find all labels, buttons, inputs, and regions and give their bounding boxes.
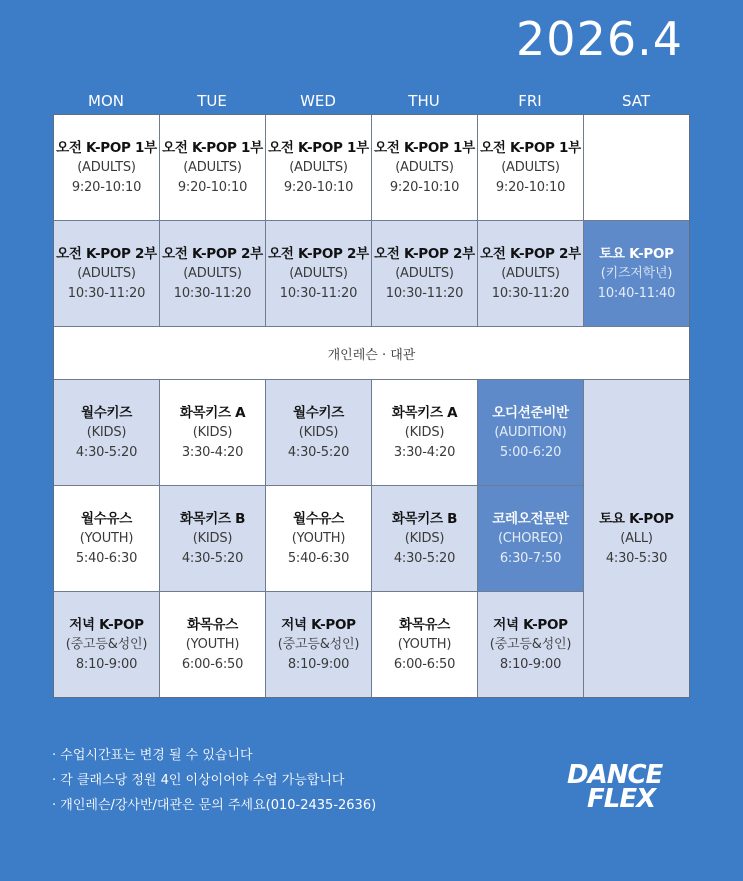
private-lesson-banner: 개인레슨 · 대관: [54, 327, 689, 380]
class-time: 4:30-5:20: [393, 550, 456, 566]
class-title: 월수유스: [81, 510, 132, 527]
class-time: 3:30-4:20: [393, 444, 456, 460]
class-cell: [478, 592, 584, 697]
class-cell: [160, 221, 266, 327]
class-time: 4:30-5:30: [605, 550, 668, 566]
class-time: 10:30-11:20: [385, 285, 464, 301]
class-time: 5:40-6:30: [75, 550, 138, 566]
class-title: 오전 K-POP 1부: [56, 139, 157, 156]
class-audience: (중고등&성인): [489, 636, 572, 652]
class-title: 오전 K-POP 1부: [480, 139, 581, 156]
notice-item: · 각 클래스당 정원 4인 이상이어야 수업 가능합니다: [52, 768, 376, 793]
class-cell: [266, 380, 372, 486]
class-audience: (중고등&성인): [277, 636, 360, 652]
class-time: 10:30-11:20: [67, 285, 146, 301]
class-time: 9:20-10:10: [389, 179, 460, 195]
class-cell: [160, 380, 266, 486]
dance-flex-logo: [567, 760, 689, 814]
class-cell: [54, 115, 160, 221]
class-title: 저녁 K-POP: [493, 616, 568, 633]
class-audience: (YOUTH): [291, 530, 346, 546]
class-title: 월수키즈: [81, 404, 132, 421]
class-time: 8:10-9:00: [287, 656, 350, 672]
class-audience: (키즈저학년): [600, 265, 673, 281]
class-cell: [160, 592, 266, 697]
class-audience: (ADULTS): [501, 159, 560, 175]
class-audience: (ADULTS): [77, 265, 136, 281]
class-time: 6:30-7:50: [499, 550, 562, 566]
class-audience: (ADULTS): [501, 265, 560, 281]
class-cell: [266, 592, 372, 697]
class-title: 오전 K-POP 1부: [162, 139, 263, 156]
class-time: 5:00-6:20: [499, 444, 562, 460]
class-title: 토요 K-POP: [599, 245, 674, 262]
notice-item: · 수업시간표는 변경 될 수 있습니다: [52, 743, 376, 768]
class-audience: (KIDS): [192, 530, 233, 546]
class-cell: [478, 115, 584, 221]
class-time: 8:10-9:00: [75, 656, 138, 672]
empty-cell: [584, 115, 689, 221]
class-title: 오전 K-POP 2부: [268, 245, 369, 262]
class-title: 화목키즈 B: [179, 510, 246, 527]
class-time: 9:20-10:10: [177, 179, 248, 195]
class-audience: (중고등&성인): [65, 636, 148, 652]
notice-list: [52, 743, 376, 818]
class-audience: (YOUTH): [79, 530, 134, 546]
class-time: 6:00-6:50: [393, 656, 456, 672]
class-audience: (KIDS): [404, 424, 445, 440]
weekday-header: [53, 92, 690, 114]
class-audience: (KIDS): [86, 424, 127, 440]
class-title: 코레오전문반: [492, 510, 569, 527]
day-thu: THU: [408, 92, 440, 110]
class-time: 10:40-11:40: [597, 285, 676, 301]
class-audience: (KIDS): [192, 424, 233, 440]
day-wed: WED: [300, 92, 336, 110]
class-time: 10:30-11:20: [173, 285, 252, 301]
class-time: 5:40-6:30: [287, 550, 350, 566]
class-time: 9:20-10:10: [283, 179, 354, 195]
class-cell: [478, 380, 584, 486]
class-cell: [160, 486, 266, 592]
class-audience: (ADULTS): [183, 265, 242, 281]
class-audience: (ALL): [620, 530, 653, 546]
class-audience: (KIDS): [404, 530, 445, 546]
notice-item: · 개인레슨/강사반/대관은 문의 주세요(010-2435-2636): [52, 793, 376, 818]
class-time: 10:30-11:20: [491, 285, 570, 301]
day-fri: FRI: [518, 92, 542, 110]
class-cell: [372, 115, 478, 221]
class-audience: (ADULTS): [395, 265, 454, 281]
class-cell: [160, 115, 266, 221]
class-audience: (ADULTS): [395, 159, 454, 175]
class-title: 월수유스: [293, 510, 344, 527]
class-cell: [54, 592, 160, 697]
class-title: 오전 K-POP 2부: [162, 245, 263, 262]
class-time: 10:30-11:20: [279, 285, 358, 301]
class-cell: [372, 221, 478, 327]
class-time: 9:20-10:10: [71, 179, 142, 195]
class-audience: (ADULTS): [289, 265, 348, 281]
class-cell: [266, 221, 372, 327]
class-title: 오전 K-POP 1부: [268, 139, 369, 156]
class-cell: [266, 115, 372, 221]
class-time: 4:30-5:20: [75, 444, 138, 460]
class-title: 화목유스: [399, 616, 450, 633]
class-audience: (CHOREO): [497, 530, 564, 546]
class-cell: [54, 486, 160, 592]
class-title: 월수키즈: [293, 404, 344, 421]
class-audience: (ADULTS): [289, 159, 348, 175]
day-mon: MON: [88, 92, 124, 110]
class-time: 6:00-6:50: [181, 656, 244, 672]
class-title: 화목키즈 B: [391, 510, 458, 527]
class-time: 4:30-5:20: [181, 550, 244, 566]
schedule-grid: [53, 114, 690, 698]
class-cell: [584, 380, 689, 697]
class-cell: [54, 380, 160, 486]
class-time: 3:30-4:20: [181, 444, 244, 460]
class-audience: (AUDITION): [494, 424, 567, 440]
class-time: 8:10-9:00: [499, 656, 562, 672]
class-title: 화목유스: [187, 616, 238, 633]
class-cell: [478, 486, 584, 592]
class-audience: (KIDS): [298, 424, 339, 440]
class-cell: [584, 221, 689, 327]
month-title: 2026.4: [516, 12, 683, 66]
class-cell: [372, 592, 478, 697]
class-title: 오디션준비반: [492, 404, 569, 421]
class-title: 화목키즈 A: [391, 404, 458, 421]
class-audience: (YOUTH): [397, 636, 452, 652]
class-title: 오전 K-POP 2부: [480, 245, 581, 262]
class-cell: [372, 486, 478, 592]
class-audience: (ADULTS): [77, 159, 136, 175]
day-tue: TUE: [197, 92, 227, 110]
class-cell: [54, 221, 160, 327]
class-title: 토요 K-POP: [599, 510, 674, 527]
class-title: 저녁 K-POP: [281, 616, 356, 633]
class-cell: [372, 380, 478, 486]
class-cell: [478, 221, 584, 327]
class-audience: (ADULTS): [183, 159, 242, 175]
class-time: 9:20-10:10: [495, 179, 566, 195]
logo-line-1: DANCE: [567, 760, 663, 790]
class-title: 오전 K-POP 2부: [56, 245, 157, 262]
day-sat: SAT: [621, 92, 651, 110]
class-audience: (YOUTH): [185, 636, 240, 652]
class-cell: [266, 486, 372, 592]
class-title: 화목키즈 A: [179, 404, 246, 421]
class-title: 저녁 K-POP: [69, 616, 144, 633]
class-title: 오전 K-POP 1부: [374, 139, 475, 156]
logo-line-2: FLEX: [587, 784, 656, 814]
class-title: 오전 K-POP 2부: [374, 245, 475, 262]
class-time: 4:30-5:20: [287, 444, 350, 460]
